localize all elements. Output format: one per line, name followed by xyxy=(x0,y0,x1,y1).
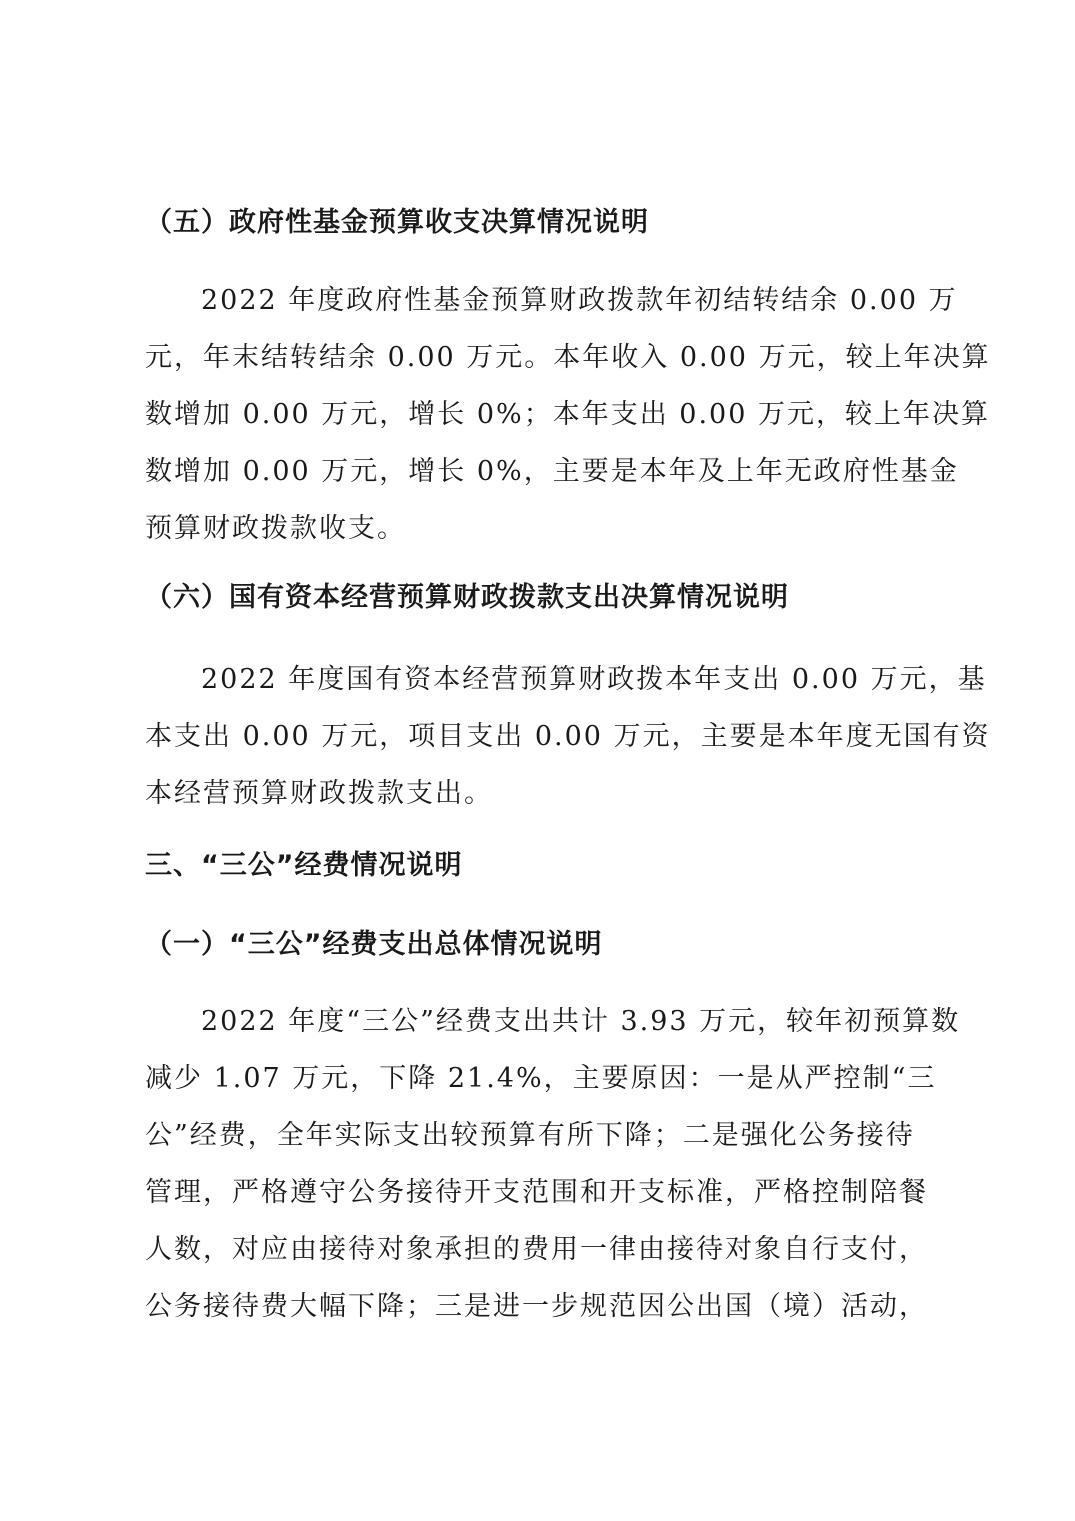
paragraph-line: 数增加 0.00 万元，增长 0%，主要是本年及上年无政府性基金 xyxy=(145,456,959,487)
paragraph-line: 2022 年度“三公”经费支出共计 3.93 万元，较年初预算数 xyxy=(201,1006,961,1037)
paragraph-government-fund xyxy=(145,272,991,557)
paragraph-state-capital xyxy=(145,651,991,822)
section-heading-three-public-overview: （一）“三公”经费支出总体情况说明 xyxy=(145,929,603,960)
section-heading-three-public: 三、“三公”经费情况说明 xyxy=(145,850,463,881)
paragraph-line: 公”经费，全年实际支出较预算有所下降；二是强化公务接待 xyxy=(145,1120,915,1151)
paragraph-line: 本支出 0.00 万元，项目支出 0.00 万元，主要是本年度无国有资 xyxy=(145,721,991,752)
paragraph-line: 2022 年度国有资本经营预算财政拨本年支出 0.00 万元，基 xyxy=(201,664,987,695)
section-heading-state-capital: （六）国有资本经营预算财政拨款支出决算情况说明 xyxy=(145,582,789,613)
paragraph-three-public-overview xyxy=(145,993,961,1335)
paragraph-line: 预算财政拨款收支。 xyxy=(145,513,406,544)
section-heading-government-fund: （五）政府性基金预算收支决算情况说明 xyxy=(145,207,649,238)
paragraph-line: 公务接待费大幅下降；三是进一步规范因公出国（境）活动， xyxy=(145,1291,928,1322)
paragraph-line: 人数，对应由接待对象承担的费用一律由接待对象自行支付， xyxy=(145,1234,928,1265)
paragraph-line: 数增加 0.00 万元，增长 0%；本年支出 0.00 万元，较上年决算 xyxy=(145,399,990,430)
paragraph-line: 减少 1.07 万元，下降 21.4%，主要原因：一是从严控制“三 xyxy=(145,1063,937,1094)
paragraph-line: 本经营预算财政拨款支出。 xyxy=(145,778,493,809)
paragraph-line: 2022 年度政府性基金预算财政拨款年初结转结余 0.00 万 xyxy=(201,285,958,316)
paragraph-line: 管理，严格遵守公务接待开支范围和开支标准，严格控制陪餐 xyxy=(145,1177,928,1208)
paragraph-line: 元，年末结转结余 0.00 万元。本年收入 0.00 万元，较上年决算 xyxy=(145,342,991,373)
